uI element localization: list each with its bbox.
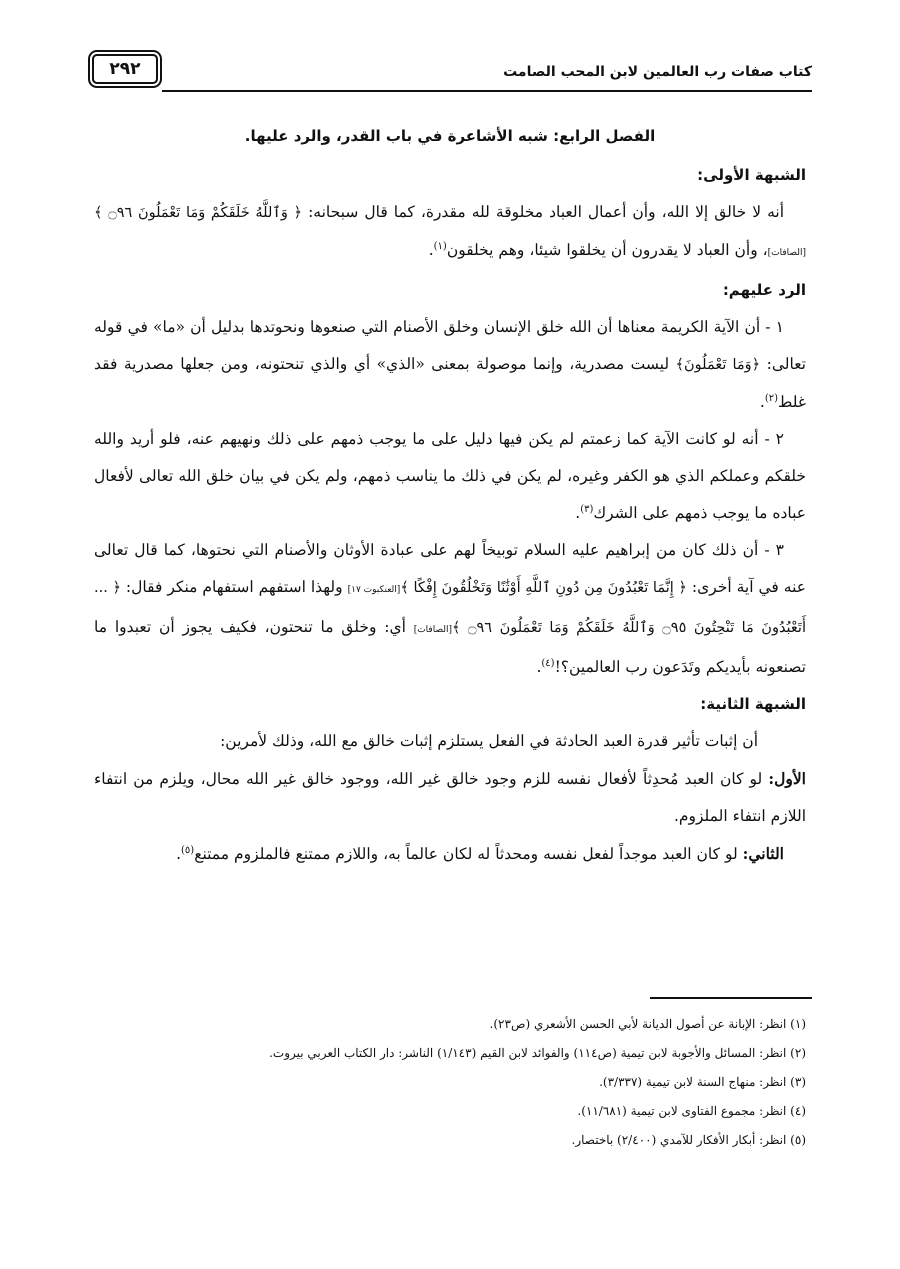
paragraph-end: . bbox=[176, 845, 182, 863]
paragraph-text: ٢ - أنه لو كانت الآية كما زعمتم لم يكن فيها دليل على ما يوجب ذمهم على ذلك ونهيهم عنه، فلو أريد والله خلقكم وعملكم الذي هو الكفر وغيره، لم يكن في ذلك ما يناسب ذمهم، ولم يكن في بيان خلق الله تعالى لأفعال عباده ما يوجب ذمهم على الشرك bbox=[94, 430, 806, 522]
first-shubha-heading: الشبهة الأولى: bbox=[697, 166, 806, 184]
paragraph-text: ١ - أن الآية الكريمة معناها أن الله خلق الإنسان وخلق الأصنام التي صنعوها ونحوتدها بدليل أن «ما» في قوله تعالى: bbox=[94, 318, 806, 373]
quran-verse: ﴿ إِنَّمَا تَعْبُدُونَ مِن دُونِ ٱللَّهِ أَوْثَٰنًا وَتَخْلُقُونَ إِفْكًا ﴾ bbox=[400, 580, 687, 596]
footnote-marker: (٣) bbox=[580, 503, 594, 515]
first-label: الأول: bbox=[768, 769, 806, 788]
footnote-4: (٤) انظر: مجموع الفتاوى لابن تيمية (١١/٦٨١). bbox=[577, 1104, 806, 1118]
footnote-1: (١) انظر: الإبانة عن أصول الديانة لأبي الحسن الأشعري (ص٢٣). bbox=[489, 1017, 806, 1031]
main-content bbox=[94, 118, 806, 873]
quran-verse: ﴿وَمَا تَعْمَلُونَ﴾ bbox=[675, 357, 761, 373]
footnote-separator bbox=[650, 997, 812, 999]
second-label: الثاني: bbox=[742, 844, 784, 863]
second-shubha-first bbox=[94, 760, 806, 835]
paragraph-text: ولهذا استفهم استفهام منكر فقال: bbox=[120, 578, 348, 596]
second-shubha-intro: أن إثبات تأثير قدرة العبد الحادثة في الفعل يستلزم إثبات خالق مع الله، وذلك لأمرين: bbox=[220, 732, 758, 750]
second-shubha-heading: الشبهة الثانية: bbox=[700, 695, 806, 713]
footnote-marker: (٤) bbox=[541, 657, 555, 669]
footnote-marker: (٢) bbox=[764, 392, 779, 404]
paragraph-end: . bbox=[575, 504, 581, 522]
paragraph-end: . bbox=[428, 241, 434, 259]
footnotes bbox=[94, 1010, 806, 1155]
book-title: كتاب صفات رب العالمين لابن المحب الصامت bbox=[503, 64, 812, 80]
paragraph-text: أنه لا خالق إلا الله، وأن أعمال العباد مخلوقة لله مقدرة، كما قال سبحانه: bbox=[302, 203, 785, 221]
response-heading: الرد عليهم: bbox=[722, 281, 806, 299]
surah-reference: [الصافات] bbox=[767, 248, 806, 258]
response-point-2 bbox=[94, 421, 806, 532]
paragraph-text: ليست مصدرية، وإنما موصولة بمعنى «الذي» أي والذي تنحتونه، ومن جعلها مصدرية فقد غلط bbox=[94, 355, 806, 411]
paragraph-end: . bbox=[759, 393, 765, 411]
page-number-box: ٢٩٢ bbox=[92, 54, 158, 84]
response-point-1 bbox=[94, 309, 806, 421]
paragraph-text: أي: وخلق ما تنحتون، فكيف يجوز أن تعبدوا ما تصنعونه بأيديكم وتَدَعون رب العالمين؟! bbox=[94, 618, 806, 676]
second-shubha-second bbox=[94, 835, 806, 873]
chapter-title: الفصل الرابع: شبه الأشاعرة في باب القدر، والرد عليها. bbox=[244, 127, 656, 145]
paragraph-end: . bbox=[536, 658, 542, 676]
footnote-marker: (١) bbox=[433, 240, 447, 252]
page-header bbox=[92, 52, 812, 92]
surah-reference: [العنكبوت ١٧] bbox=[347, 585, 401, 595]
footnote-5: (٥) انظر: أبكار الأفكار للآمدي (٢/٤٠٠) باختصار. bbox=[571, 1133, 806, 1147]
footnote-marker: (٥) bbox=[181, 844, 195, 856]
response-point-3 bbox=[94, 532, 806, 686]
quran-verse: ﴿ ... أَتَعْبُدُونَ مَا تَنْحِتُونَ ۝٩٥ وَٱللَّهُ خَلَقَكُمْ وَمَا تَعْمَلُونَ ۝٩٦ ﴾ bbox=[94, 580, 806, 636]
paragraph-text: ٣ - أن ذلك كان من إبراهيم عليه السلام توبيخاً لهم على عبادة الأوثان والأصنام التي نحتوها، كما قال تعالى عنه في آية أخرى: bbox=[94, 541, 807, 596]
quran-verse: ﴿ وَٱللَّهُ خَلَقَكُمْ وَمَا تَعْمَلُونَ ۝٩٦ ﴾ bbox=[94, 205, 303, 221]
footnote-3: (٣) انظر: منهاج السنة لابن تيمية (٣/٣٣٧). bbox=[599, 1075, 806, 1089]
paragraph-text: ، وأن العباد لا يقدرون أن يخلقوا شيئا، وهم يخلقون bbox=[446, 241, 768, 259]
header-rule bbox=[162, 90, 812, 92]
footnote-2: (٢) انظر: المسائل والأجوبة لابن تيمية (ص١١٤) والفوائد لابن القيم (١/١٤٣) الناشر: دار الكتاب العربي بيروت. bbox=[269, 1046, 806, 1060]
paragraph-text: لو كان العبد مُحدِثاً لأفعال نفسه للزم وجود خالق غير الله، ووجود خالق غير الله محال، ويلزم من انتفاء اللازم انتفاء الملزوم. bbox=[94, 770, 806, 825]
paragraph-text: لو كان العبد موجداً لفعل نفسه ومحدثاً له لكان عالماً به، واللازم ممتنع فالملزوم ممتنع bbox=[194, 845, 743, 863]
surah-reference: [الصافات] bbox=[413, 625, 453, 635]
first-shubha-paragraph bbox=[94, 194, 806, 272]
